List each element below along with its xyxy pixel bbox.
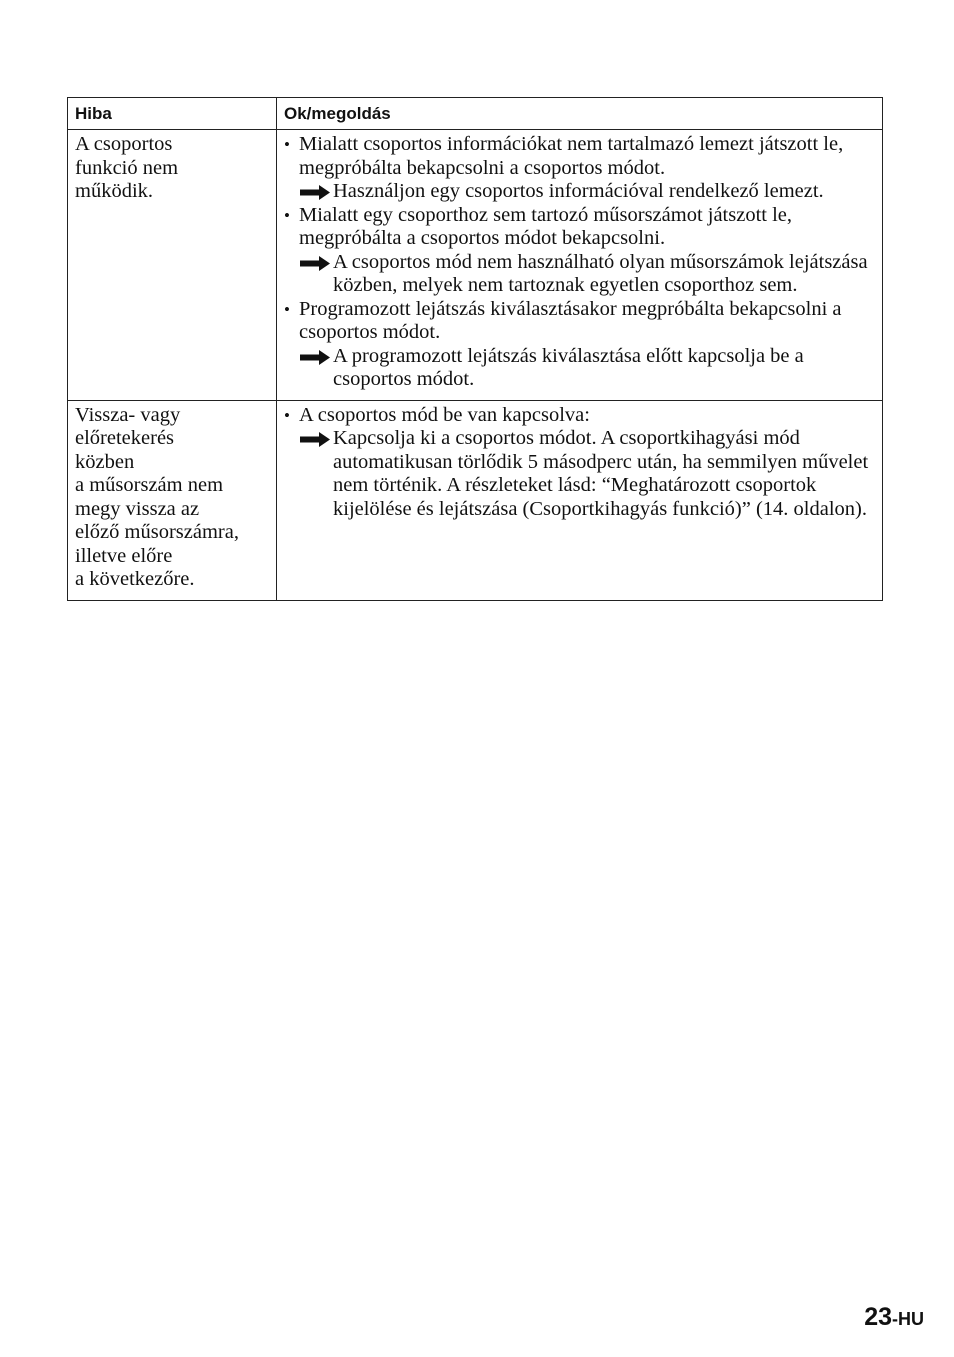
cause-text: Mialatt egy csoporthoz sem tartozó műsorszámot játszott le, megpróbálta a csoportos módot bekapcsolni. — [299, 203, 793, 249]
remedy-text: A csoportos mód nem használható olyan műsorszámok lejátszása közben, melyek nem tartoznak egyetlen csoporthoz sem. — [333, 250, 868, 296]
cause-text: Mialatt csoportos információkat nem tartalmazó lemezt játszott le, megpróbálta bekapcsolni a csoportos módot. — [299, 133, 844, 179]
cause-item — [284, 404, 874, 428]
remedy-text: Használjon egy csoportos információval rendelkező lemezt. — [333, 180, 824, 202]
table-row — [68, 130, 883, 401]
symptom-cell: A csoportos funkció nem működik. — [68, 130, 277, 401]
bullet-icon: • — [284, 135, 290, 154]
page-language-suffix: -HU — [892, 1309, 924, 1329]
remedy-cell — [277, 130, 883, 401]
remedy-item — [284, 180, 874, 204]
symptom-cell: Vissza- vagy előretekerés közben a műsorszám nem megy vissza az előző műsorszámra, illetve előre a következőre. — [68, 400, 277, 600]
remedy-item — [284, 251, 874, 298]
bullet-icon: • — [284, 205, 290, 225]
page-number-value: 23 — [864, 1303, 892, 1331]
arrow-right-icon — [300, 256, 330, 271]
cause-text: A csoportos mód be van kapcsolva: — [299, 403, 590, 426]
remedy-item — [284, 427, 874, 521]
arrow-right-icon — [300, 432, 330, 447]
remedy-text: A programozott lejátszás kiválasztása előtt kapcsolja be a csoportos módot. — [333, 344, 804, 390]
troubleshooting-table — [67, 97, 883, 601]
cause-item — [284, 298, 874, 345]
cause-item — [284, 133, 874, 180]
page-number — [864, 1303, 924, 1332]
remedy-cell — [277, 400, 883, 600]
table-row — [68, 400, 883, 600]
header-remedy: Ok/megoldás — [277, 98, 883, 130]
arrow-right-icon — [300, 350, 330, 365]
bullet-icon: • — [284, 405, 290, 425]
remedy-text: Kapcsolja ki a csoportos módot. A csoportkihagyási mód automatikusan törlődik 5 másodperc után, ha semmilyen művelet nem történik. A részleteket lásd: “Meghatározott csoportok kijelölése és lejátszása (Csoportkihagyás funkció)” (14. oldalon). — [333, 427, 869, 520]
bullet-icon: • — [284, 299, 290, 319]
remedy-item — [284, 345, 874, 392]
header-symptom: Hiba — [68, 98, 277, 130]
arrow-right-icon — [300, 185, 330, 200]
cause-item — [284, 204, 874, 251]
table-header-row — [68, 98, 883, 130]
cause-text: Programozott lejátszás kiválasztásakor megpróbálta bekapcsolni a csoportos módot. — [299, 297, 842, 343]
